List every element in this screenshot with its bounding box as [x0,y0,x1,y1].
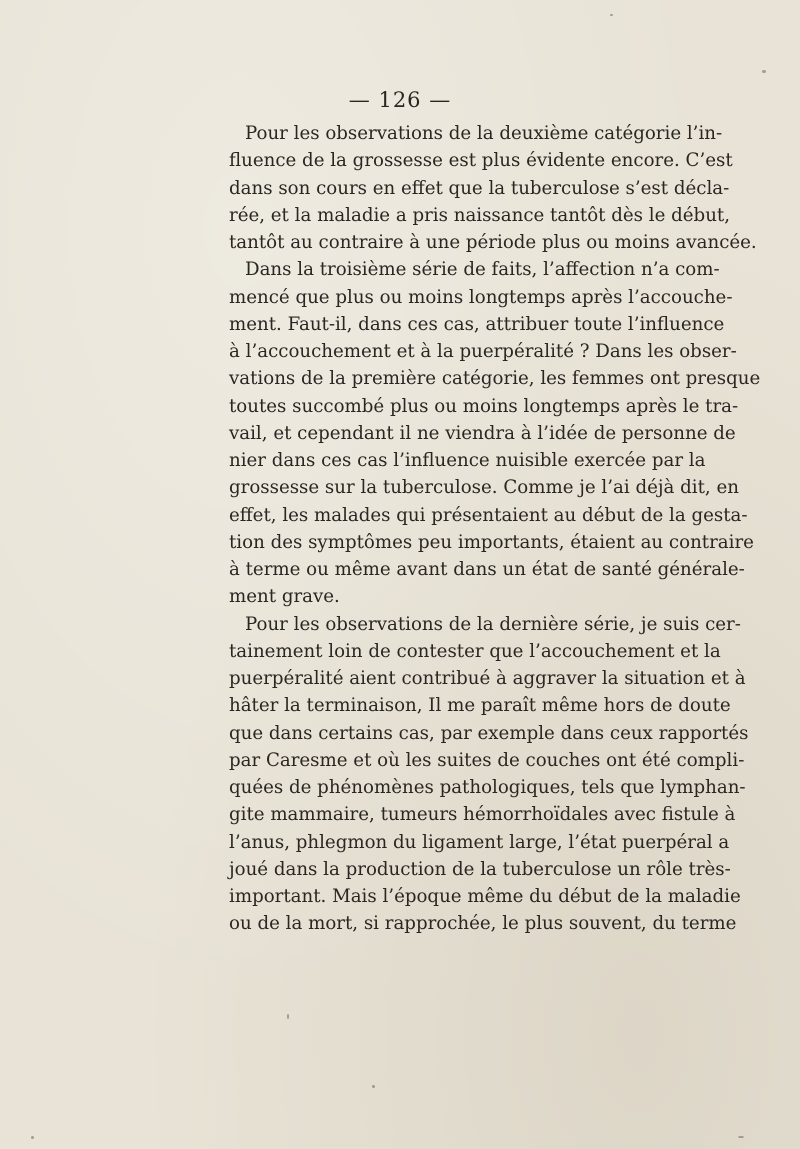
paper-speck [738,1136,744,1138]
text-line: tion des symptômes peu importants, étaient au contraire [229,531,754,553]
text-line: effet, les malades qui présentaient au début de la gesta- [229,504,748,526]
paper-speck [31,1136,34,1139]
text-line: par Caresme et où les suites de couches ont été compli- [229,749,745,771]
text-line: que dans certains cas, par exemple dans ceux rapportés [229,722,749,744]
text-line: puerpéralité aient contribué à aggraver la situation et à [229,668,746,689]
paper-speck [372,1085,375,1088]
paper-speck [610,14,613,16]
text-line: Pour les observations de la dernière série, je suis cer- [245,613,741,635]
text-line: tainement loin de contester que l’accouchement et la [229,640,721,662]
text-line: vail, et cependant il ne viendra à l’idée de personne de [229,422,736,444]
text-line: à l’accouchement et à la puerpéralité ? Dans les obser- [229,341,737,362]
text-line: tantôt au contraire à une période plus ou moins avancée. [229,232,757,253]
text-line: gite mammaire, tumeurs hémorrhoïdales avec fistule à [229,804,736,826]
text-line: grossesse sur la tuberculose. Comme je l’ai déjà dit, en [229,477,739,499]
text-line: Pour les observations de la deuxième catégorie l’in- [245,123,723,144]
text-line: ment. Faut-il, dans ces cas, attribuer toute l’influence [229,313,725,335]
text-line: nier dans ces cas l’influence nuisible exercée par la [229,450,706,471]
text-line: quées de phénomènes pathologiques, tels que lymphan- [229,777,746,798]
text-line: l’anus, phlegmon du ligament large, l’état puerpéral a [229,831,730,853]
body-text [229,120,761,938]
text-line: joué dans la production de la tuberculose un rôle très- [229,858,731,880]
text-line: Dans la troisième série de faits, l’affection n’a com- [245,259,720,281]
paper-speck [287,1014,289,1019]
text-line: important. Mais l’époque même du début de la maladie [229,886,741,907]
text-line: ou de la mort, si rapprochée, le plus souvent, du terme [229,913,737,935]
text-line: rée, et la maladie a pris naissance tantôt dès le début, [229,204,730,226]
paper-speck [762,70,766,73]
text-line: toutes succombé plus ou moins longtemps après le tra- [229,395,739,417]
text-line: vations de la première catégorie, les femmes ont presque [229,368,761,390]
text-line: mencé que plus ou moins longtemps après l’accouche- [229,286,733,308]
page-number: — 126 — [348,88,452,112]
text-line: dans son cours en effet que la tuberculose s’est décla- [229,177,730,199]
text-line: hâter la terminaison, Il me paraît même hors de doute [229,695,731,717]
text-line: à terme ou même avant dans un état de santé générale- [229,559,745,580]
text-line: ment grave. [229,586,340,608]
text-line: fluence de la grossesse est plus évidente encore. C’est [229,150,733,172]
